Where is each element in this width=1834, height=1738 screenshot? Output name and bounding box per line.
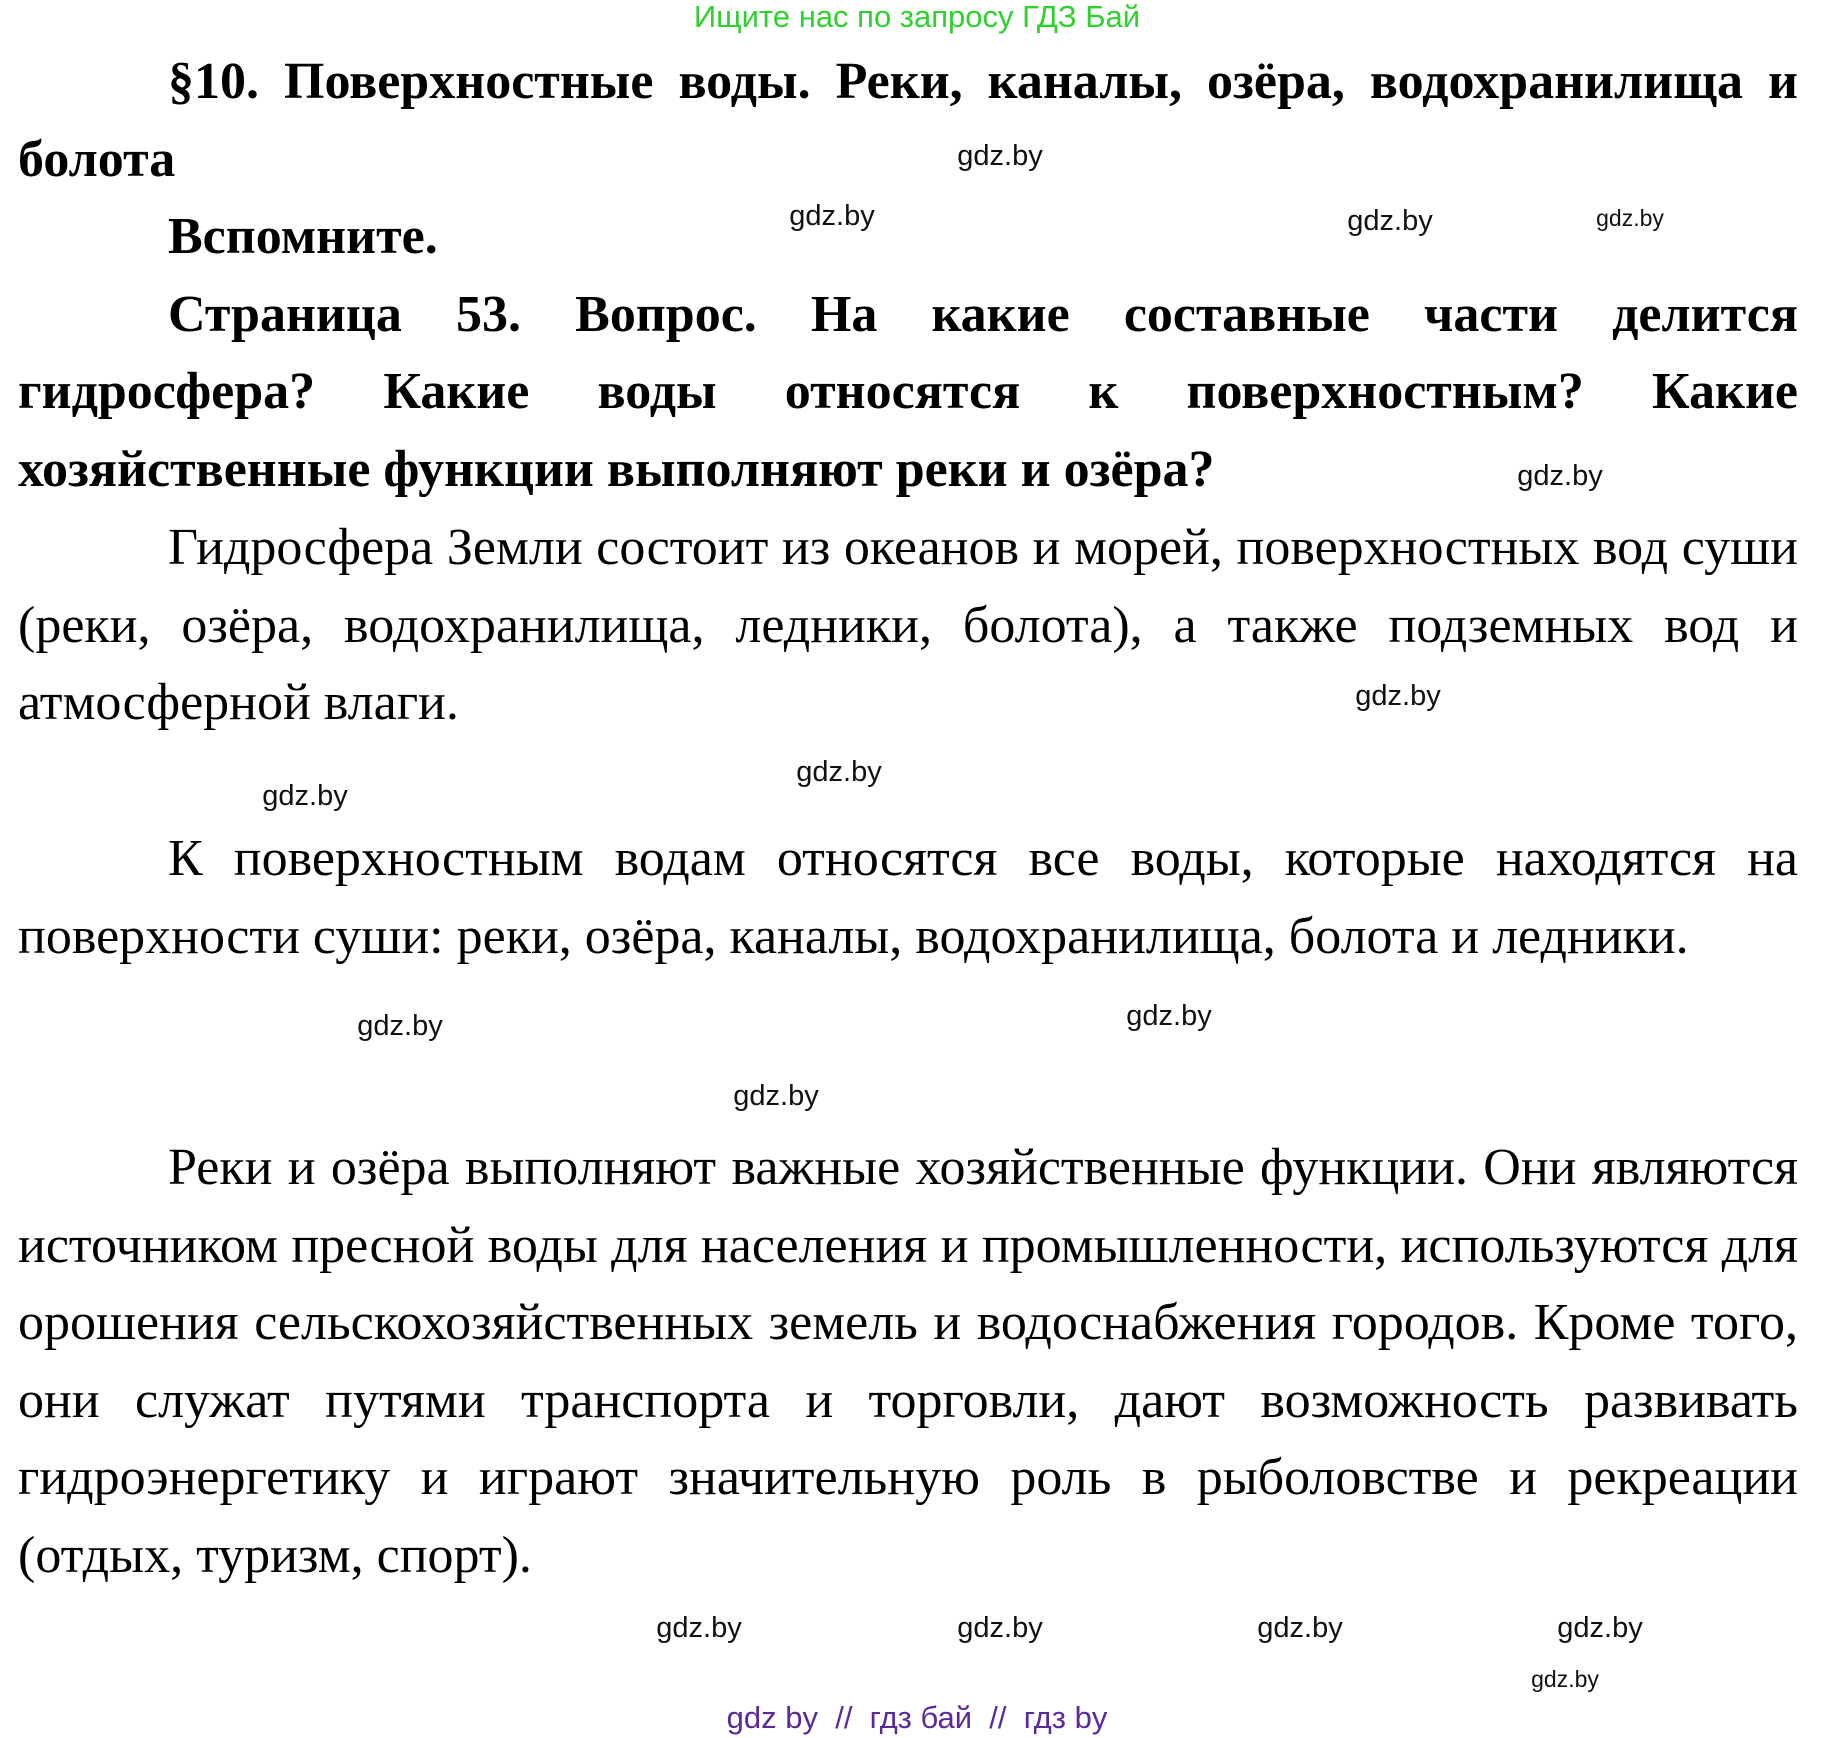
watermark: gdz.by <box>1517 460 1603 492</box>
watermark: gdz.by <box>1557 1612 1643 1644</box>
answer-text: Гидросфера Земли состоит из океанов и морей, поверхностных вод суши (реки, озёра, водохранилища, ледники, болота), а также подземных вод и атмосферной влаги. <box>18 519 1798 731</box>
watermark: gdz.by <box>733 1080 819 1112</box>
question-text: Страница 53. Вопрос. На какие составные части делится гидросфера? Какие воды относятся к поверхностным? Какие хозяйственные функции выполняют реки и озёра? <box>18 285 1798 498</box>
answer-paragraph-3 <box>18 1129 1798 1594</box>
watermark: gdz.by <box>1347 205 1433 237</box>
watermark: gdz.by <box>957 1612 1043 1644</box>
watermark: gdz.by <box>1531 1666 1599 1692</box>
watermark: gdz.by <box>1257 1612 1343 1644</box>
watermark: gdz.by <box>656 1612 742 1644</box>
answer-paragraph-2 <box>18 820 1798 975</box>
answer-text: К поверхностным водам относятся все воды, которые находятся на поверхности суши: реки, озёра, каналы, водохранилища, болота и ледники. <box>18 830 1798 965</box>
answer-paragraph-1 <box>18 509 1798 742</box>
answer-text: Реки и озёра выполняют важные хозяйственные функции. Они являются источником пресной воды для населения и промышленности, используются для орошения сельскохозяйственных земель и водоснабжения городов. Кроме того, они служат путями транспорта и торговли, дают возможность развивать гидроэнергетику и играют значительную роль в рыболовстве и рекреации (отдых, туризм, спорт). <box>18 1139 1798 1584</box>
section-title: §10. Поверхностные воды. Реки, каналы, озёра, водохранилища и болота <box>18 53 1798 188</box>
question-section <box>18 43 1798 508</box>
footer-banner: gdz by // гдз бай // гдз by <box>726 1700 1108 1735</box>
recall-heading: Вспомните. <box>168 208 438 265</box>
watermark: gdz.by <box>957 140 1043 172</box>
watermark: gdz.by <box>1126 1000 1212 1032</box>
watermark: gdz.by <box>796 756 882 788</box>
watermark: gdz.by <box>1596 205 1664 231</box>
watermark: gdz.by <box>262 780 348 812</box>
watermark: gdz.by <box>1355 680 1441 712</box>
watermark: gdz.by <box>789 200 875 232</box>
watermark: gdz.by <box>357 1010 443 1042</box>
header-banner: Ищите нас по запросу ГДЗ Бай <box>693 0 1141 34</box>
